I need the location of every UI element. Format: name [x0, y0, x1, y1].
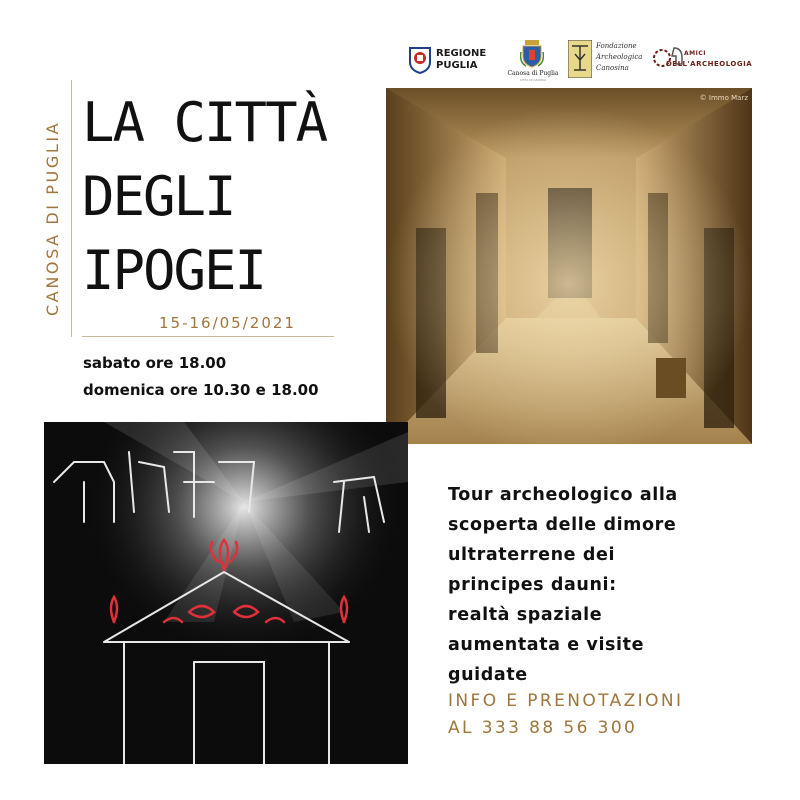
title-line-2: DEGLI	[82, 165, 235, 228]
description-line: principes dauni:	[448, 575, 617, 595]
partner-logos	[404, 38, 753, 86]
description-line: aumentata e visite	[448, 635, 645, 655]
light-projection-photo	[44, 422, 408, 764]
event-schedule	[83, 350, 319, 404]
projection-illustration	[44, 422, 408, 764]
fondazione-logo	[568, 38, 648, 86]
fondazione-logo-line1: Fondazione	[596, 42, 637, 50]
schedule-sunday: domenica ore 10.30 e 18.00	[83, 381, 319, 399]
booking-phone-number[interactable]: AL 333 88 56 300	[448, 718, 638, 738]
tour-description	[448, 480, 678, 690]
regione-emblem-icon	[408, 46, 432, 74]
amici-logo-line1: AMICI	[684, 50, 706, 57]
description-line: Tour archeologico alla	[448, 485, 678, 505]
booking-info-heading: INFO E PRENOTAZIONI	[448, 691, 684, 711]
regione-logo-line1: REGIONE	[436, 48, 487, 59]
corridor-illustration	[386, 88, 752, 444]
title-line-1: LA CITTÀ	[82, 91, 327, 154]
description-line: guidate	[448, 665, 528, 685]
event-dates: 15-16/05/2021	[159, 314, 296, 332]
photo-credit: © Immo Marz	[699, 94, 748, 102]
regione-puglia-logo	[404, 38, 490, 86]
canosa-logo-name: Canosa di Puglia	[507, 70, 559, 77]
fondazione-logo-line2: Archeologica	[596, 53, 643, 61]
date-underline	[82, 336, 334, 337]
fondazione-emblem-icon	[568, 40, 592, 78]
description-line: ultraterrene dei	[448, 545, 616, 565]
regione-logo-line2: PUGLIA	[436, 60, 478, 71]
event-title	[82, 86, 326, 308]
canosa-logo	[504, 38, 562, 86]
canosa-logo-sub: CITTÀ DI CANOSA	[519, 78, 547, 82]
booking-info	[448, 688, 683, 742]
fondazione-logo-line3: Canosina	[596, 64, 629, 72]
title-line-3: IPOGEI	[82, 239, 266, 302]
city-vertical-label: CANOSA DI PUGLIA	[43, 120, 62, 316]
description-line: realtà spaziale	[448, 605, 603, 625]
amici-archeologia-logo	[652, 38, 753, 86]
amici-logo-line2: DELL'ARCHEOLOGIA	[666, 60, 753, 68]
schedule-saturday: sabato ore 18.00	[83, 354, 227, 372]
hypogeum-corridor-photo	[386, 88, 752, 444]
description-line: scoperta delle dimore	[448, 515, 677, 535]
vertical-divider	[71, 80, 72, 337]
amici-helmet-icon	[652, 42, 686, 74]
canosa-crest-icon	[520, 40, 544, 68]
